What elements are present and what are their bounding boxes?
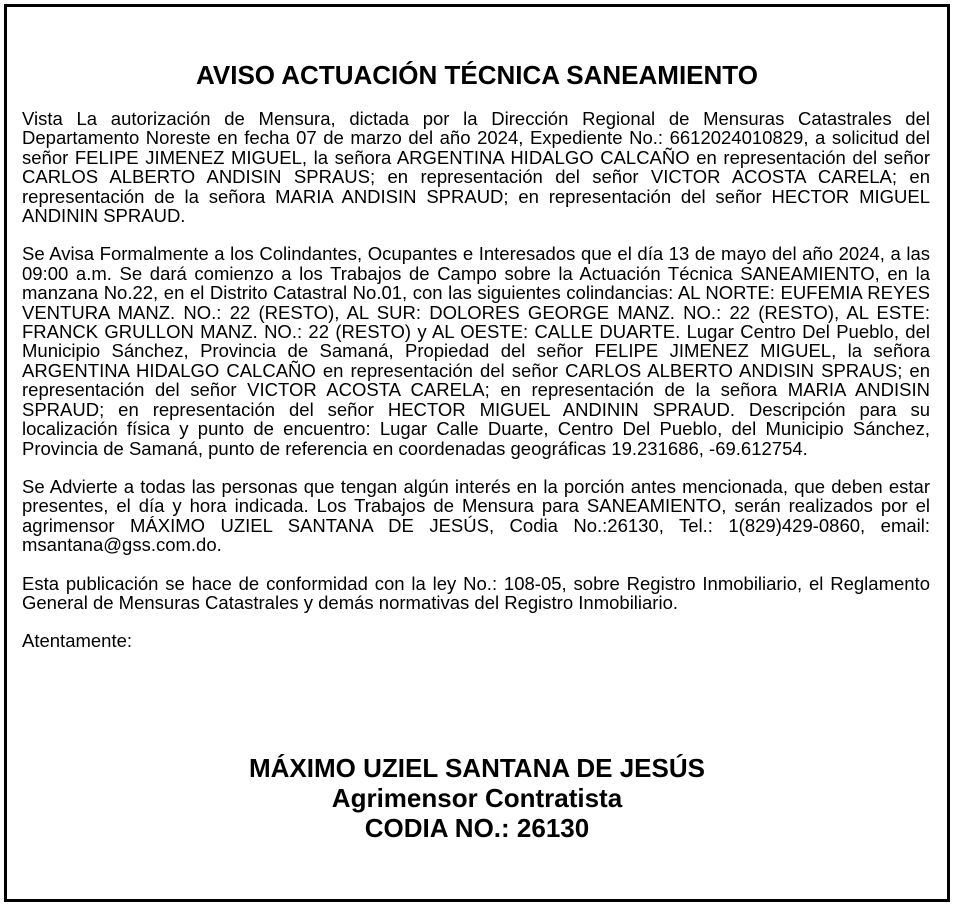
notice-body [22, 109, 930, 670]
paragraph-legal-basis: Esta publicación se hace de conformidad con la ley No.: 108-05, sobre Registro Inmobiliario, el Reglamento General de Mensuras Catastrales y demás normativas del Registro Inmobiliario. [22, 572, 930, 613]
notice-title: AVISO ACTUACIÓN TÉCNICA SANEAMIENTO [196, 60, 758, 90]
closing-salutation: Atentamente: [22, 630, 133, 652]
paragraph-authorization: Vista La autorización de Mensura, dictada por la Dirección Regional de Mensuras Catastrales del Departamento Noreste en fecha 07 de marzo del año 2024, Expediente No.: 6612024010829, a solicitud del señor FELIPE JIMENEZ MIGUEL, la señora ARGENTINA HIDALGO CALCAÑO en representación del señor CARLOS ALBERTO ANDISIN SPRAUS; en representación del señor VICTOR ACOSTA CARELA; en representación de la señora MARIA ANDISIN SPRAUD; en representación del señor HECTOR MIGUEL ANDININ SPRAUD. [22, 108, 930, 227]
signature-block [7, 753, 947, 843]
signer-codia: CODIA NO.: 26130 [364, 813, 590, 843]
signer-name: MÁXIMO UZIEL SANTANA DE JESÚS [248, 753, 705, 783]
paragraph-formal-notice: Se Avisa Formalmente a los Colindantes, Ocupantes e Interesados que el día 13 de mayo del año 2024, a las 09:00 a.m. Se dará comienzo a los Trabajos de Campo sobre la Actuación Técnica SANEAMIENTO, en la manzana No.22, en el Distrito Catastral No.01, con las siguientes colindancias: AL NORTE: EUFEMIA REYES VENTURA MANZ. NO.: 22 (RESTO), AL SUR: DOLORES GEORGE MANZ. NO.: 22 (RESTO), AL ESTE: FRANCK GRULLON MANZ. NO.: 22 (RESTO) y AL OESTE: CALLE DUARTE. Lugar Centro Del Pueblo, del Municipio Sánchez, Provincia de Samaná, Propiedad del señor FELIPE JIMENEZ MIGUEL, la señora ARGENTINA HIDALGO CALCAÑO en representación del señor CARLOS ALBERTO ANDISIN SPRAUS; en representación del señor VICTOR ACOSTA CARELA; en representación de la señora MARIA ANDISIN SPRAUD; en representación del señor HECTOR MIGUEL ANDININ SPRAUD. Descripción para su localización física y punto de encuentro: Lugar Calle Duarte, Centro Del Pueblo, del Municipio Sánchez, Provincia de Samaná, punto de referencia en coordenadas geográficas 19.231686, -69.612754. [22, 243, 930, 459]
paragraph-warning: Se Advierte a todas las personas que tengan algún interés en la porción antes mencionada, que deben estar presentes, el día y hora indicada. Los Trabajos de Mensura para SANEAMIENTO, serán realizados por el agrimensor MÁXIMO UZIEL SANTANA DE JESÚS, Codia No.:26130, Tel.: 1(829)429-0860, email: msantana@gss.com.do. [22, 475, 930, 556]
notice-frame [4, 4, 950, 902]
signer-role: Agrimensor Contratista [331, 783, 623, 813]
